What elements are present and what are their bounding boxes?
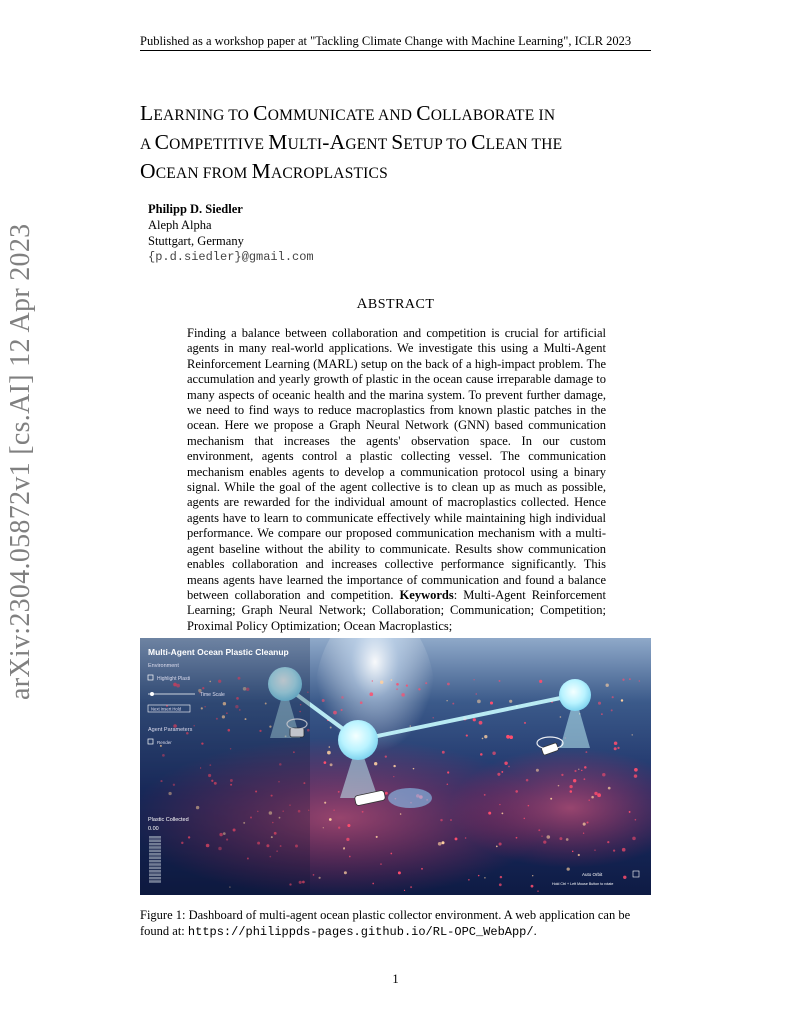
fig-highlight-label: Highlight Plasti bbox=[157, 676, 191, 682]
title-line-2: A COMPETITIVE MULTI-AGENT SETUP TO CLEAN THE bbox=[140, 130, 563, 154]
fig-environment-label: Environment bbox=[148, 663, 179, 669]
header-rule bbox=[140, 50, 651, 51]
author-location: Stuttgart, Germany bbox=[148, 234, 244, 248]
fig-hint-text: Hold Ctrl + Left Mouse Button to rotate bbox=[552, 882, 614, 886]
title-line-1: LEARNING TO COMMUNICATE AND COLLABORATE IN bbox=[140, 101, 556, 125]
fig-timescale-label: Time Scale bbox=[200, 692, 225, 698]
keywords-list: : Multi-Agent Reinforcement Learning; Graph Neural Network; Collaboration; Communication; Competition; Proximal Policy Optimization; Ocean Macroplastics; bbox=[187, 587, 606, 633]
keywords-label: Keywords bbox=[399, 587, 454, 602]
author-block bbox=[148, 201, 314, 265]
title-line-3: OCEAN FROM MACROPLASTICS bbox=[140, 159, 388, 183]
author-affiliation: Aleph Alpha bbox=[148, 218, 212, 232]
running-header: Published as a workshop paper at "Tackling Climate Change with Machine Learning", ICLR 2023 bbox=[140, 34, 632, 48]
author-email[interactable]: {p.d.siedler}@gmail.com bbox=[148, 250, 314, 264]
fig-plastic-collected-value: 0.00 bbox=[148, 826, 159, 832]
fig-app-title: Multi-Agent Ocean Plastic Cleanup bbox=[148, 647, 289, 657]
caption-url-link[interactable]: https://philippds-pages.github.io/RL-OPC_WebApp/ bbox=[187, 924, 534, 939]
caption-text: Figure 1: Dashboard of multi-agent ocean plastic collector environment. A web application can be found at: bbox=[140, 908, 631, 938]
paper-title bbox=[140, 100, 680, 187]
abstract-body bbox=[187, 326, 606, 634]
fig-auto-orbit-label: Auto Orbit bbox=[582, 872, 603, 877]
author-name: Philipp D. Siedler bbox=[148, 202, 243, 216]
fig-agent-params-label: Agent Parameters bbox=[148, 727, 193, 733]
abstract-text: Finding a balance between collaboration and competition is crucial for artificial agents in many real-world applications. We investigate this using a Multi-Agent Reinforcement Learning (MARL) setup on the back of a high-impact problem. The accumulation and yearly growth of plastic in the ocean cause irreparable damage to many aspects of oceanic health and the marina system. To prevent further damage, we need to find ways to reduce macroplastics from known plastic patches in the ocean. Here we propose a Graph Neural Network (GNN) based communication mechanism that increases the agents' observation space. In our custom environment, agents control a plastic collecting vessel. The communication mechanism enables agents to develop a communication protocol using a binary signal. While the goal of the agent collective is to clean up as much as possible, agents are rewarded for the individual amount of macroplastics collected. Hence agents have to learn to communicate effectively while maintaining high individual performance. We compare our proposed communication mechanism with a multi-agent baseline without the ability to communicate. Results show communication enables collaboration and increases collective performance significantly. This means agents have learned the importance of communication and found a balance between collaboration and competition. bbox=[187, 326, 606, 602]
abstract-heading: ABSTRACT bbox=[356, 296, 435, 312]
fig-plastic-collected-label: Plastic Collected bbox=[148, 817, 189, 823]
fig-agent-checkbox-label: Render bbox=[157, 740, 172, 745]
figure-dashboard-image bbox=[140, 638, 651, 895]
fig-next-button: Next Insert Hold bbox=[151, 706, 182, 712]
page-number: 1 bbox=[392, 972, 399, 986]
arxiv-stamp: arXiv:2304.05872v1 [cs.AI] 12 Apr 2023 bbox=[5, 223, 36, 700]
caption-end: . bbox=[533, 923, 537, 938]
figure-caption bbox=[140, 908, 652, 940]
